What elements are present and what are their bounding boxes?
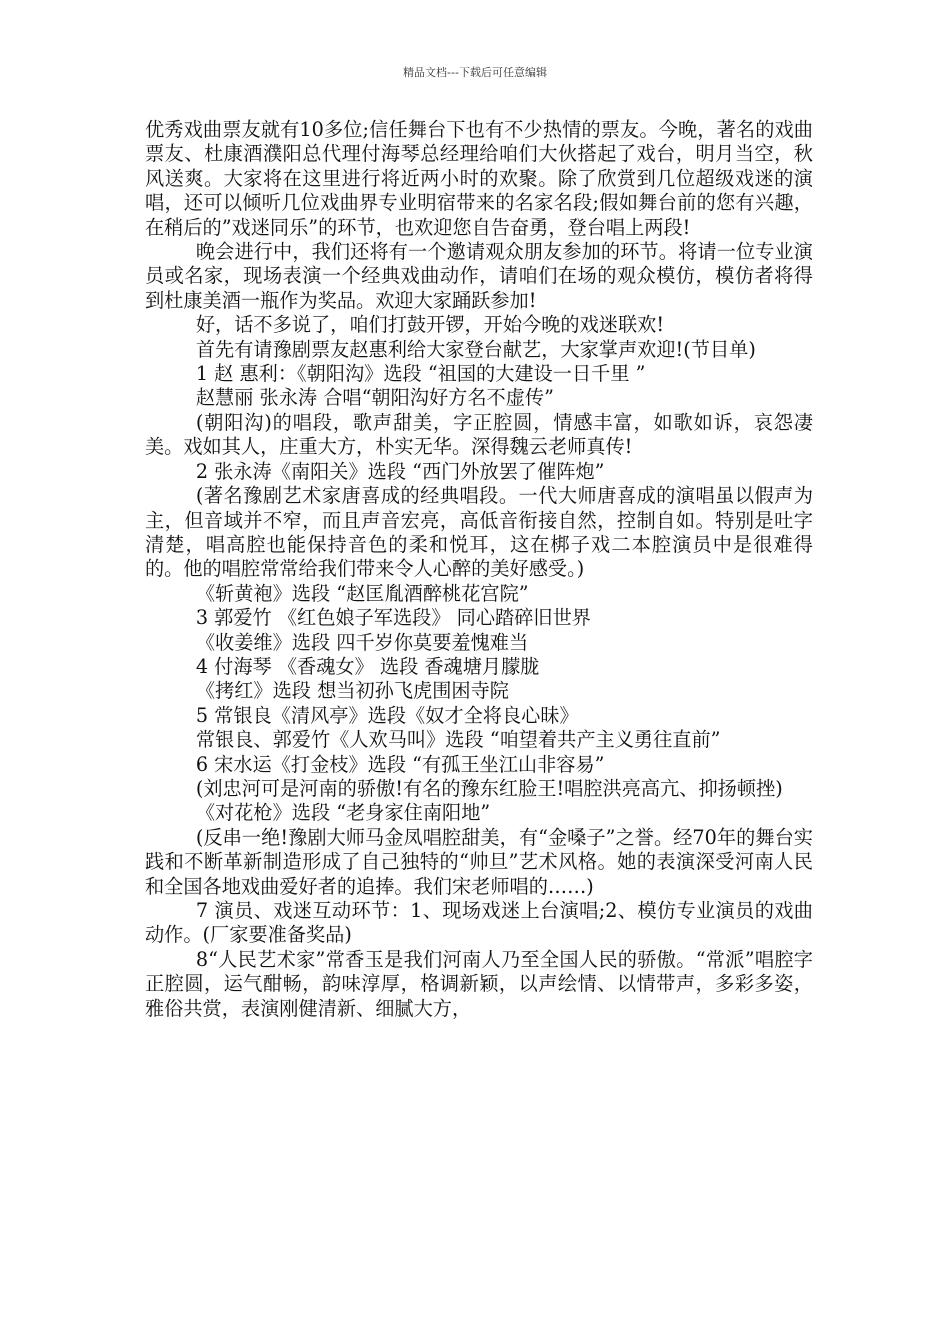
program-item-2-comment: (著名豫剧艺术家唐喜成的经典唱段。一代大师唐喜成的演唱虽以假声为主，但音域并不窄，而且声音宏亮，高低音衔接自然，控制自如。特别是吐字清楚，唱高腔也能保持音色的柔和悦耳，这在梆子戏二本腔演员中是很难得的。他的唱腔常常给我们带来令人心醉的美好感受。) xyxy=(145,484,813,581)
program-item-4: 4 付海琴 《香魂女》 选段 香魂塘月朦胧 xyxy=(195,654,540,678)
paragraph-opening: 优秀戏曲票友就有10多位;信任舞台下也有不少热情的票友。今晚，著名的戏曲票友、杜康酒濮阳总代理付海琴总经理给咱们大伙搭起了戏台，明月当空，秋风送爽。大家将在这里进行将近两小时的欢聚。除了欣赏到几位超级戏迷的演唱，还可以倾听几位戏曲界专业明宿带来的名家名段;假如舞台前的您有兴趣，在稍后的”戏迷同乐”的环节，也欢迎您自告奋勇，登台唱上两段! xyxy=(145,118,813,239)
program-item-6-comment: (刘忠河可是河南的骄傲!有名的豫东红脸王!唱腔洪亮高亢、抑扬顿挫) xyxy=(195,776,783,800)
program-item-6: 6 宋水运《打金枝》选段 “有孤王坐江山非容易” xyxy=(195,752,605,776)
program-item-4-extra: 《拷红》选段 想当初孙飞虎围困寺院 xyxy=(195,679,509,703)
program-item-1-comment: (朝阳沟)的唱段，歌声甜美，字正腔圆，情感丰富，如歌如诉，哀怨凄美。戏如其人，庄重大方，朴实无华。深得魏云老师真传! xyxy=(145,410,813,459)
paragraph-first-performer: 首先有请豫剧票友赵惠利给大家登台献艺，大家掌声欢迎!(节目单) xyxy=(195,337,756,361)
paragraph-start: 好，话不多说了，咱们打鼓开锣，开始今晚的戏迷联欢! xyxy=(195,313,665,337)
page-header: 精品文档---下载后可任意编辑 xyxy=(403,66,547,79)
program-item-6-extra-comment: (反串一绝!豫剧大师马金凤唱腔甜美，有“金嗓子”之誉。经70年的舞台实践和不断革新制造形成了自己独特的“帅旦”艺术风格。她的表演深受河南人民和全国各地戏曲爱好者的追捧。我们宋老师唱的……) xyxy=(145,825,813,898)
program-item-5-extra: 常银良、郭爱竹《人欢马叫》选段 “咱望着共产主义勇往直前” xyxy=(195,728,721,752)
paragraph-audience-invite: 晚会进行中，我们还将有一个邀请观众朋友参加的环节。将请一位专业演员或名家，现场表演一个经典戏曲动作，请咱们在场的观众模仿，模仿者将得到杜康美酒一瓶作为奖品。欢迎大家踊跃参加! xyxy=(145,240,813,312)
program-item-5: 5 常银良《清风亭》选段《奴才全将良心昧》 xyxy=(195,703,579,727)
program-item-7: 7 演员、戏迷互动环节：1、现场戏迷上台演唱;2、模仿专业演员的戏曲动作。(厂家要准备奖品) xyxy=(145,899,813,947)
program-item-3: 3 郭爱竹 《红色娘子军选段》 同心踏碎旧世界 xyxy=(195,606,591,630)
program-item-2-extra: 《斩黄袍》选段 “赵匡胤酒醉桃花宫院” xyxy=(195,581,529,605)
document-body xyxy=(145,118,813,1021)
program-item-6-extra: 《对花枪》选段 “老身家住南阳地” xyxy=(195,801,491,825)
program-item-3-extra: 《收姜维》选段 四千岁你莫要羞愧难当 xyxy=(195,630,529,654)
program-item-8: 8“人民艺术家”常香玉是我们河南人乃至全国人民的骄傲。“常派”唱腔字正腔圆，运气酣畅，韵味淳厚，格调新颖，以声绘情、以情带声，多彩多姿，雅俗共赏，表演刚健清新、细腻大方， xyxy=(145,947,813,1020)
program-item-2: 2 张永涛《南阳关》选段 “西门外放罢了催阵炮” xyxy=(195,459,605,483)
program-item-1: 1 赵 惠利：《朝阳沟》选段 “祖国的大建设一日千里 ” xyxy=(195,362,646,386)
program-item-1-duet: 赵慧丽 张永涛 合唱“朝阳沟好方名不虚传” xyxy=(195,386,554,410)
